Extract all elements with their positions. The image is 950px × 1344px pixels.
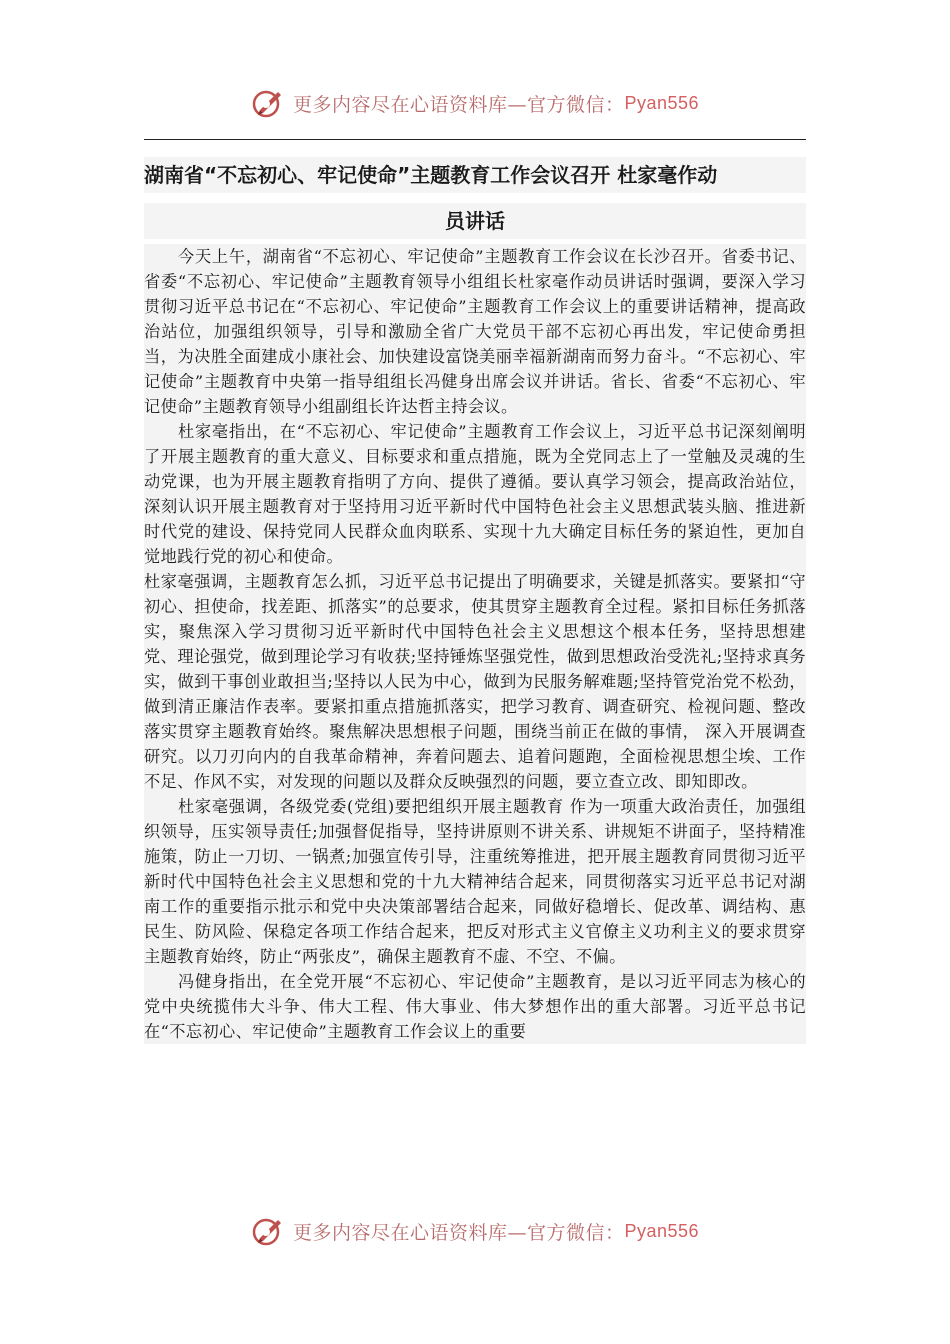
- paragraph: 杜家毫强调，主题教育怎么抓，习近平总书记提出了明确要求，关键是抓落实。要紧扣“守初心、担使命，找差距、抓落实”的总要求，使其贯穿主题教育全过程。紧扣目标任务抓落实，聚焦深入学习贯彻习近平新时代中国特色社会主义思想这个根本任务，坚持思想建党、理论强党，做到理论学习有收获;坚持锤炼坚强党性，做到思想政治受洗礼;坚持求真务实，做到干事创业敢担当;坚持以人民为中心，做到为民服务解难题;坚持管党治党不松劲，做到清正廉洁作表率。要紧扣重点措施抓落实，把学习教育、调查研究、检视问题、整改落实贯穿主题教育始终。聚焦解决思想根子问题，围绕当前正在做的事情， 深入开展调查研究。以刀刃向内的自我革命精神，奔着问题去、追着问题跑，全面检视思想尘埃、工作不足、作风不实，对发现的问题以及群众反映强烈的问题，要立查立改、即知即改。: [144, 569, 806, 794]
- watermark-wechat-id: Pyan556: [624, 92, 700, 113]
- paragraph: 冯健身指出，在全党开展“不忘初心、牢记使命”主题教育，是以习近平同志为核心的党中央统揽伟大斗争、伟大工程、伟大事业、伟大梦想作出的重大部署。习近平总书记在“不忘初心、牢记使命”主题教育工作会议上的重要: [144, 969, 806, 1044]
- article-title-line-1: 湖南省“不忘初心、牢记使命”主题教育工作会议召开 杜家毫作动: [144, 157, 806, 193]
- pen-logo-icon: [251, 86, 285, 120]
- watermark-footer: [0, 1214, 950, 1248]
- paragraph: 杜家毫指出，在“不忘初心、牢记使命”主题教育工作会议上，习近平总书记深刻阐明了开展主题教育的重大意义、目标要求和重点措施，既为全党同志上了一堂触及灵魂的生动党课，也为开展主题教育指明了方向、提供了遵循。要认真学习领会，提高政治站位，深刻认识开展主题教育对于坚持用习近平新时代中国特色社会主义思想武装头脑、推进新时代党的建设、保持党同人民群众血肉联系、实现十九大确定目标任务的紧迫性，更加自觉地践行党的初心和使命。: [144, 419, 806, 569]
- paragraph: 杜家毫强调，各级党委(党组)要把组织开展主题教育 作为一项重大政治责任，加强组织领导，压实领导责任;加强督促指导，坚持讲原则不讲关系、讲规矩不讲面子，坚持精准施策，防止一刀切、一锅煮;加强宣传引导，注重统筹推进，把开展主题教育同贯彻习近平新时代中国特色社会主义思想和党的十九大精神结合起来，同贯彻落实习近平总书记对湖南工作的重要指示批示和党中央决策部署结合起来，同做好稳增长、促改革、调结构、惠民生、防风险、保稳定各项工作结合起来，把反对形式主义官僚主义功利主义的要求贯穿主题教育始终，防止“两张皮”，确保主题教育不虚、不空、不偏。: [144, 794, 806, 969]
- watermark-header: [0, 86, 950, 120]
- watermark-text: 更多内容尽在心语资料库—官方微信：: [292, 93, 625, 116]
- watermark-text: 更多内容尽在心语资料库—官方微信：: [292, 1221, 625, 1244]
- article-title-line-2: 员讲话: [144, 203, 806, 239]
- pen-logo-icon: [251, 1214, 285, 1248]
- paragraph: 今天上午，湖南省“不忘初心、牢记使命”主题教育工作会议在长沙召开。省委书记、省委“不忘初心、牢记使命”主题教育领导小组组长杜家毫作动员讲话时强调，要深入学习贯彻习近平总书记在“不忘初心、牢记使命”主题教育工作会议上的重要讲话精神，提高政治站位，加强组织领导，引导和激励全省广大党员干部不忘初心再出发，牢记使命勇担当，为决胜全面建成小康社会、加快建设富饶美丽幸福新湖南而努力奋斗。“不忘初心、牢记使命”主题教育中央第一指导组组长冯健身出席会议并讲话。省长、省委“不忘初心、牢记使命”主题教育领导小组副组长许达哲主持会议。: [144, 244, 806, 419]
- article-body: [144, 244, 806, 1044]
- watermark-wechat-id: Pyan556: [624, 1220, 700, 1241]
- header-divider: [144, 139, 806, 140]
